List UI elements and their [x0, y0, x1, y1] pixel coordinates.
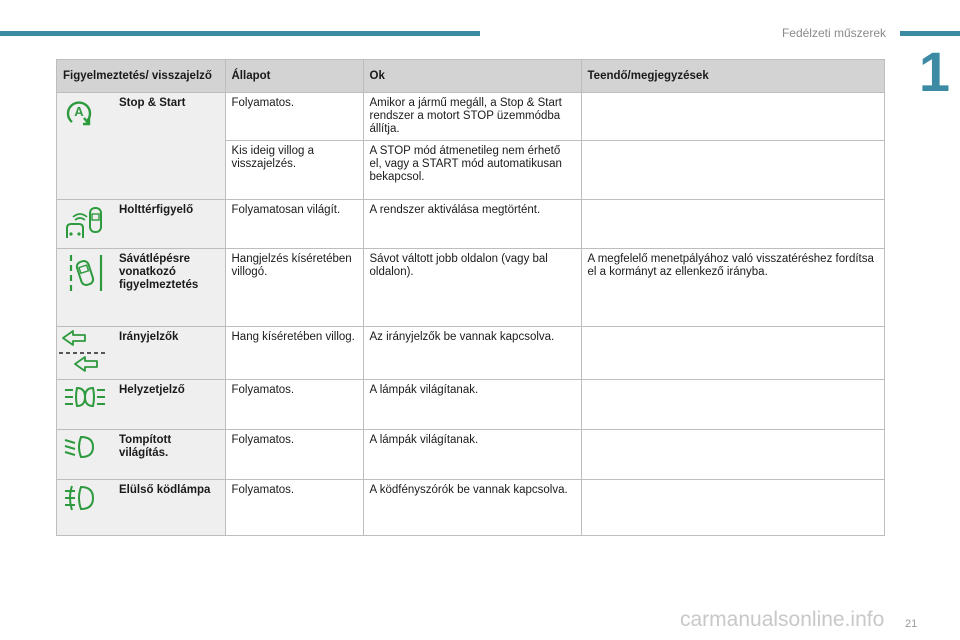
warning-name: Stop & Start	[113, 93, 225, 200]
warning-name: Holttérfigyelő	[113, 200, 225, 249]
cause-cell: A ködfényszórók be vannak kapcsolva.	[363, 480, 581, 536]
cause-cell: A STOP mód átmenetileg nem érhető el, vagy a START mód automatikusan bekapcsol.	[363, 141, 581, 200]
svg-text:A: A	[74, 104, 84, 119]
state-cell: Kis ideig villog a visszajelzés.	[225, 141, 363, 200]
column-header-note: Teendő/megjegyzések	[581, 60, 885, 93]
state-cell: Folyamatosan világít.	[225, 200, 363, 249]
note-cell	[581, 430, 885, 480]
front-fog-icon	[63, 503, 97, 515]
warning-name: Sávátlépésre vonatkozó figyelmeztetés	[113, 249, 225, 327]
state-cell: Hangjelzés kíséretében villogó.	[225, 249, 363, 327]
state-cell: Folyamatos.	[225, 430, 363, 480]
blind-spot-icon	[63, 231, 107, 243]
warning-name: Helyzetjelző	[113, 380, 225, 430]
icon-cell	[57, 380, 114, 430]
table-row	[57, 480, 885, 536]
state-cell: Folyamatos.	[225, 380, 363, 430]
lane-departure-icon	[63, 284, 107, 296]
header-accent-bar	[0, 31, 480, 36]
cause-cell: A lámpák világítanak.	[363, 380, 581, 430]
table-row	[57, 327, 885, 380]
note-cell: A megfelelő menetpályához való visszatéréshez fordítsa el a kormányt az ellenkező irányba.	[581, 249, 885, 327]
icon-cell	[57, 327, 114, 380]
warning-name: Irányjelzők	[113, 327, 225, 380]
cause-cell: A lámpák világítanak.	[363, 430, 581, 480]
watermark: carmanualsonline.info	[680, 608, 885, 631]
cause-cell: Sávot váltott jobb oldalon (vagy bal oldalon).	[363, 249, 581, 327]
warning-lights-table	[56, 59, 885, 536]
side-lights-icon	[63, 401, 107, 413]
stop-start-icon	[63, 104, 95, 130]
warning-name: Elülső ködlámpa	[113, 480, 225, 536]
table-header-row	[57, 60, 885, 93]
note-cell	[581, 380, 885, 430]
dipped-beam-icon	[63, 451, 97, 463]
icon-cell	[57, 480, 114, 536]
icon-cell	[57, 249, 114, 327]
header-accent-bar-right	[900, 31, 960, 36]
warning-name: Tompított világítás.	[113, 430, 225, 480]
table-row	[57, 200, 885, 249]
note-cell	[581, 200, 885, 249]
state-cell: Folyamatos.	[225, 93, 363, 141]
note-cell	[581, 480, 885, 536]
icon-cell	[57, 93, 114, 200]
note-cell	[581, 141, 885, 200]
cause-cell: Az irányjelzők be vannak kapcsolva.	[363, 327, 581, 380]
column-header-cause: Ok	[363, 60, 581, 93]
table-row	[57, 93, 885, 141]
column-header-state: Állapot	[225, 60, 363, 93]
icon-cell	[57, 200, 114, 249]
cause-cell: A rendszer aktiválása megtörtént.	[363, 200, 581, 249]
state-cell: Folyamatos.	[225, 480, 363, 536]
note-cell	[581, 327, 885, 380]
turn-signal-icon	[59, 364, 105, 376]
table-row	[57, 249, 885, 327]
chapter-number: 1	[918, 40, 951, 103]
state-cell: Hang kíséretében villog.	[225, 327, 363, 380]
cause-cell: Amikor a jármű megáll, a Stop & Start rendszer a motort STOP üzemmódba állítja.	[363, 93, 581, 141]
note-cell	[581, 93, 885, 141]
table-row	[57, 430, 885, 480]
section-title: Fedélzeti műszerek	[781, 26, 886, 40]
column-header-warning: Figyelmeztetés/ visszajelző	[57, 60, 226, 93]
icon-cell	[57, 430, 114, 480]
table-row	[57, 380, 885, 430]
page-number: 21	[905, 618, 918, 630]
